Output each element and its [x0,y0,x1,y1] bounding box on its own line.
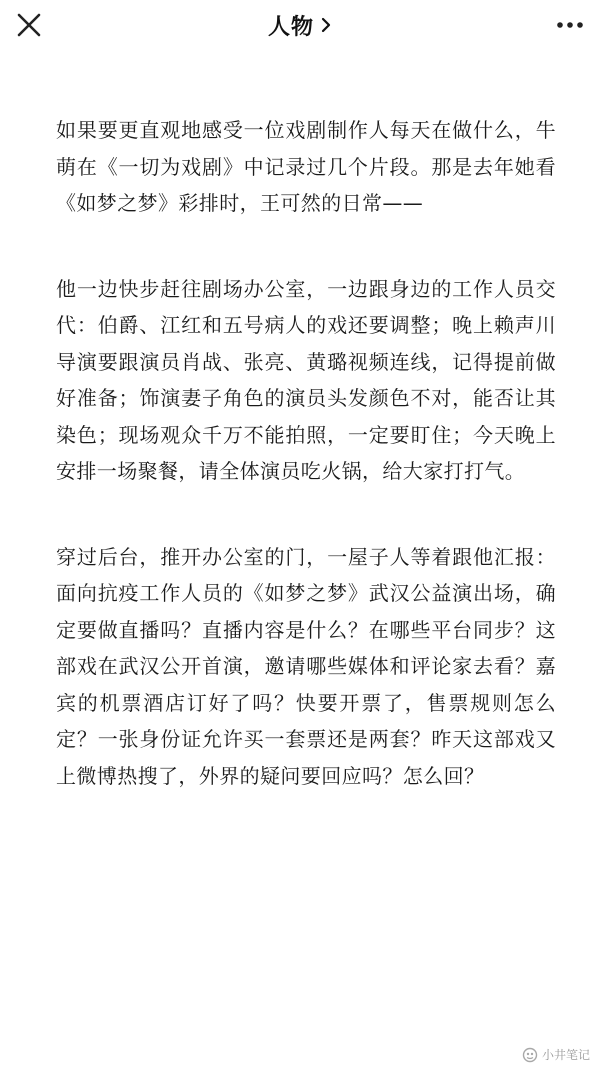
more-button[interactable] [554,10,586,40]
chevron-right-icon [320,17,332,33]
article-body [56,112,556,794]
page-title: 人物 [267,14,314,40]
page-title-link[interactable] [268,10,332,41]
watermark-text: 小井笔记 [541,1048,590,1062]
article-paragraph-3: 穿过后台，推开办公室的门，一屋子人等着跟他汇报：面向抗疫工作人员的《如梦之梦》武汉公益演出场，确定要做直播吗？直播内容是什么？在哪些平台同步？这部戏在武汉公开首演，邀请哪些媒体和评论家去看？嘉宾的机票酒店订好了吗？快要开票了，售票规则怎么定？一张身份证允许买一套票还是两套？昨天这部戏又上微博热搜了，外界的疑问要回应吗？怎么回？ [56,544,556,788]
more-icon [556,21,584,29]
article-paragraph-2: 他一边快步赶往剧场办公室，一边跟身边的工作人员交代：伯爵、江红和五号病人的戏还要调整；晚上赖声川导演要跟演员肖战、张亮、黄璐视频连线，记得提前做好准备；饰演妻子角色的演员头发颜色不对，能否让其染色；现场观众千万不能拍照，一定要盯住；今天晚上安排一场聚餐，请全体演员吃火锅，给大家打打气。 [56,276,556,483]
top-bar [0,0,600,50]
watermark-logo-icon [522,1047,538,1063]
article-paragraph-1: 如果要更直观地感受一位戏剧制作人每天在做什么，牛萌在《一切为戏剧》中记录过几个片段。那是去年她看《如梦之梦》彩排时，王可然的日常—— [56,118,556,215]
watermark [522,1046,590,1063]
close-button[interactable] [10,6,48,44]
close-icon [10,6,48,44]
